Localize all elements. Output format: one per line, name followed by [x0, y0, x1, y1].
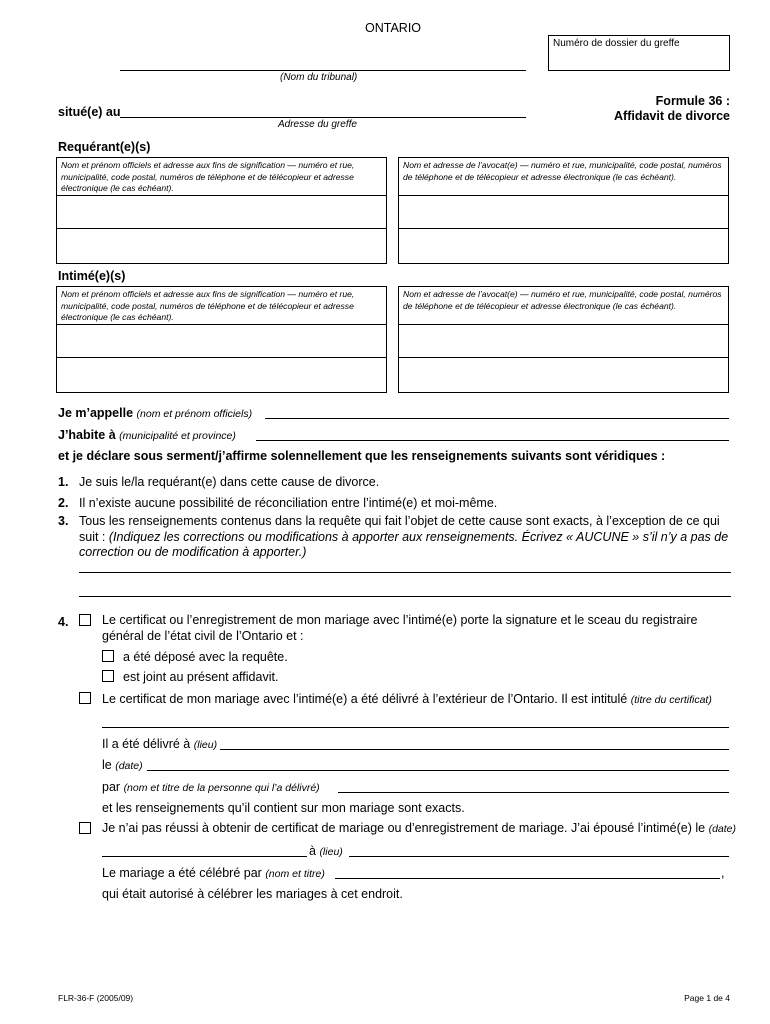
item-3-main: Tous les renseignements contenus dans la requête qui fait l’objet de cette cause sont exacts, à l’exception de ce qui suit : — [79, 514, 720, 544]
item-2-text: Il n’existe aucune possibilité de réconciliation entre l’intimé(e) et moi-même. — [79, 496, 498, 510]
item-2-number: 2. — [58, 496, 69, 510]
option-foreign-certificate-text — [102, 692, 712, 706]
corrections-line-1[interactable] — [79, 572, 731, 573]
celebrated-by-field[interactable] — [335, 878, 720, 879]
page-number: Page 1 de 4 — [684, 993, 730, 1003]
certificate-title-hint: (titre du certificat) — [630, 694, 712, 706]
lives-hint: (municipalité et province) — [119, 430, 236, 442]
respondent-info-field[interactable] — [57, 325, 386, 358]
corrections-line-2[interactable] — [79, 596, 731, 597]
marriage-place-hint: (lieu) — [319, 846, 343, 858]
applicant-info-field[interactable] — [57, 229, 386, 262]
option-no-certificate-text — [102, 821, 736, 835]
filed-with-application-text: a été déposé avec la requête. — [123, 650, 288, 664]
respondents-title: Intimé(e)(s) — [58, 269, 126, 283]
form-number: Formule 36 : — [655, 94, 730, 108]
marriage-date-field[interactable] — [102, 856, 307, 857]
issued-at-label: Il a été délivré à — [102, 737, 191, 751]
celebrated-by-hint: (nom et titre) — [265, 868, 325, 880]
respondent-lawyer-field[interactable] — [399, 325, 728, 358]
issued-on-hint: (date) — [115, 760, 143, 772]
option-no-certificate-checkbox[interactable] — [79, 822, 91, 834]
issued-on-label: le — [102, 758, 112, 772]
respondent-info-box — [56, 286, 387, 393]
court-name-line[interactable] — [120, 70, 526, 71]
oath-statement: et je déclare sous serment/j’affirme solennellement que les renseignements suivants sont véridiques : — [58, 449, 666, 463]
issued-by-label-group — [102, 780, 320, 794]
option-foreign-certificate-checkbox[interactable] — [79, 692, 91, 704]
applicant-lawyer-field[interactable] — [399, 196, 728, 229]
celebrated-by-label-group — [102, 866, 325, 880]
name-hint: (nom et prénom officiels) — [136, 408, 253, 420]
lives-line-label — [58, 428, 236, 442]
issued-at-field[interactable] — [220, 749, 729, 750]
marriage-date-hint: (date) — [708, 823, 737, 835]
applicant-info-header: Nom et prénom officiels et adresse aux fins de signification — numéro et rue, municipalité, code postal, numéros de téléphone et de télécopieur et adresse électronique (le cas échéant). — [57, 158, 386, 196]
marriage-place-label: à — [309, 844, 316, 858]
applicant-lawyer-box — [398, 157, 729, 264]
authorized-text: qui était autorisé à célébrer les mariages à cet endroit. — [102, 887, 403, 901]
respondent-info-field[interactable] — [57, 358, 386, 391]
court-file-number-box[interactable] — [548, 35, 730, 71]
applicant-lawyer-header: Nom et adresse de l’avocat(e) — numéro et rue, municipalité, code postal, numéros de téléphone et de télécopieur et adresse électronique (le cas échéant). — [399, 158, 728, 196]
issued-by-field[interactable] — [338, 792, 729, 793]
court-file-number-label: Numéro de dossier du greffe — [553, 38, 680, 49]
no-certificate-label: Je n’ai pas réussi à obtenir de certificat de mariage ou d’enregistrement de mariage. J’ai épousé l’intimé(e) le — [102, 821, 706, 835]
lives-label: J’habite à — [58, 428, 116, 442]
court-address-caption: Adresse du greffe — [278, 119, 357, 130]
issued-at-label-group — [102, 737, 217, 751]
celebrated-by-comma: , — [721, 866, 725, 880]
item-1-number: 1. — [58, 475, 69, 489]
item-1-text: Je suis le/la requérant(e) dans cette cause de divorce. — [79, 475, 380, 489]
respondent-info-header: Nom et prénom officiels et adresse aux fins de signification — numéro et rue, municipalité, code postal, numéros de téléphone et de télécopieur et adresse électronique (le cas échéant). — [57, 287, 386, 325]
located-at-label: situé(e) au — [58, 105, 121, 119]
attached-to-affidavit-checkbox[interactable] — [102, 670, 114, 682]
respondent-lawyer-field[interactable] — [399, 358, 728, 391]
issued-by-hint: (nom et titre de la personne qui l’a délivré) — [123, 782, 320, 794]
marriage-place-label-group — [309, 844, 343, 858]
province-title: ONTARIO — [365, 21, 422, 35]
municipality-field[interactable] — [256, 440, 729, 441]
celebrated-by-label: Le mariage a été célébré par — [102, 866, 262, 880]
form-title: Affidavit de divorce — [614, 109, 730, 123]
option-registered-certificate-text: Le certificat ou l’enregistrement de mon mariage avec l’intimé(e) porte la signature et le sceau du registraire général de l’état civil de l’Ontario et : — [102, 613, 698, 643]
name-label: Je m’appelle — [58, 406, 134, 420]
foreign-certificate-label: Le certificat de mon mariage avec l’intimé(e) a été délivré à l’extérieur de l’Ontario. Il est intitulé — [102, 692, 628, 706]
marriage-place-field[interactable] — [349, 856, 729, 857]
info-correct-text: et les renseignements qu’il contient sur mon mariage sont exacts. — [102, 801, 465, 815]
issued-on-label-group — [102, 758, 143, 772]
item-3-number: 3. — [58, 514, 69, 528]
item-3-text — [79, 514, 731, 561]
applicant-lawyer-field[interactable] — [399, 229, 728, 262]
applicant-info-field[interactable] — [57, 196, 386, 229]
court-name-caption: (Nom du tribunal) — [280, 72, 358, 83]
form-code: FLR-36-F (2005/09) — [58, 993, 134, 1003]
applicant-info-box — [56, 157, 387, 264]
attached-to-affidavit-text: est joint au présent affidavit. — [123, 670, 279, 684]
issued-on-field[interactable] — [147, 770, 729, 771]
item-3-hint: (Indiquez les corrections ou modifications à apporter aux renseignements. Écrivez « AUCUNE » s’il n’y a pas de correction ou de modification à apporter.) — [79, 529, 729, 559]
certificate-title-field[interactable] — [102, 727, 729, 728]
court-address-line[interactable] — [120, 117, 526, 118]
issued-by-label: par — [102, 780, 121, 794]
applicants-title: Requérant(e)(s) — [58, 140, 151, 154]
filed-with-application-checkbox[interactable] — [102, 650, 114, 662]
respondent-lawyer-header: Nom et adresse de l’avocat(e) — numéro et rue, municipalité, code postal, numéros de téléphone et de télécopieur et adresse électronique (le cas échéant). — [399, 287, 728, 325]
issued-at-hint: (lieu) — [193, 739, 218, 751]
name-field[interactable] — [265, 418, 729, 419]
name-line-label — [58, 406, 252, 420]
item-4-number: 4. — [58, 615, 69, 629]
respondent-lawyer-box — [398, 286, 729, 393]
option-registered-certificate-checkbox[interactable] — [79, 614, 91, 626]
